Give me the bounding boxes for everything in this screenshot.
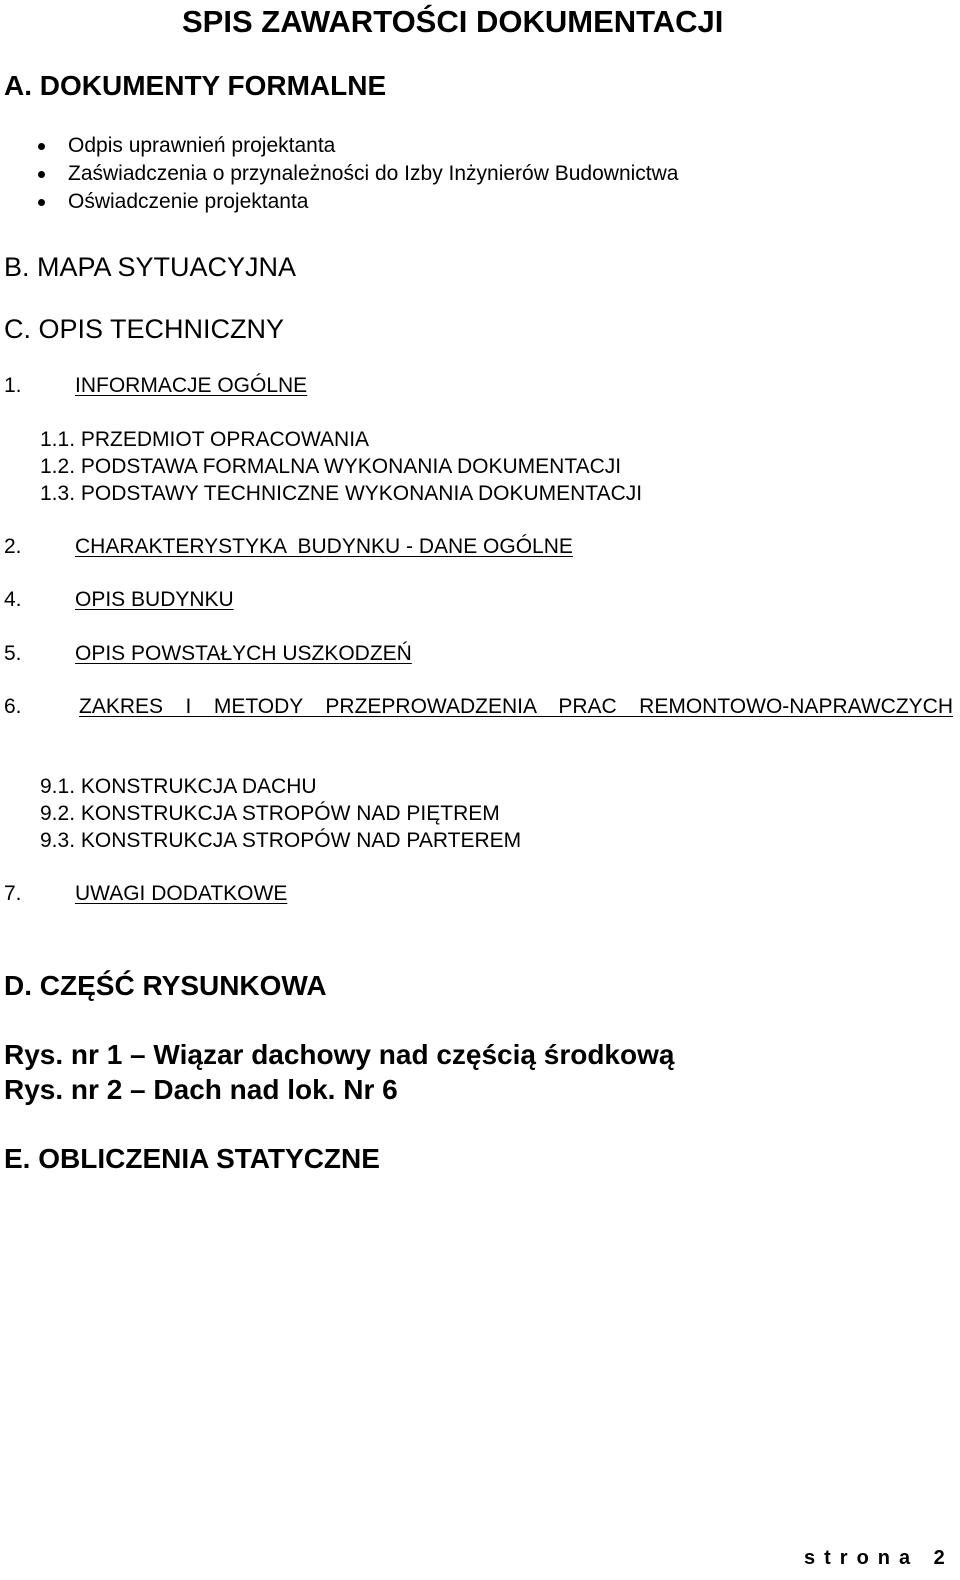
page-title: SPIS ZAWARTOŚCI DOKUMENTACJI [182, 4, 724, 39]
list-item-label: Oświadczenie projektanta [68, 190, 309, 213]
section-e-heading: E. OBLICZENIA STATYCZNE [4, 1143, 380, 1174]
toc-item-4 [4, 587, 944, 613]
bullet-icon [38, 171, 45, 178]
toc-subitem-1-2: 1.2. PODSTAWA FORMALNA WYKONANIA DOKUMENTACJI [40, 455, 622, 478]
toc-item-number: 2. [4, 535, 22, 558]
bullet-icon [38, 199, 45, 206]
drawing-item-1: Rys. nr 1 – Wiązar dachowy nad częścią środkową [4, 1039, 675, 1070]
list-item-label: Odpis uprawnień projektanta [68, 134, 336, 157]
toc-item-number: 1. [4, 374, 22, 397]
section-a-heading: A. DOKUMENTY FORMALNE [4, 70, 387, 101]
toc-item-number: 7. [4, 882, 22, 905]
toc-subitem-9-1: 9.1. KONSTRUKCJA DACHU [40, 775, 317, 798]
section-d-heading: D. CZĘŚĆ RYSUNKOWA [4, 970, 327, 1001]
section-b-heading: B. MAPA SYTUACYJNA [4, 252, 297, 282]
toc-item-number: 4. [4, 588, 22, 611]
toc-item-label: UWAGI DODATKOWE [75, 882, 288, 905]
page-number: strona 2 [804, 1547, 954, 1569]
toc-item-6 [4, 694, 954, 748]
bullet-icon [38, 143, 45, 150]
list-item-label: Zaświadczenia o przynależności do Izby Inżynierów Budownictwa [68, 162, 679, 185]
toc-subitem-1-3: 1.3. PODSTAWY TECHNICZNE WYKONANIA DOKUMENTACJI [40, 482, 643, 505]
toc-item-label: CHARAKTERYSTYKA BUDYNKU - DANE OGÓLNE [75, 535, 573, 558]
toc-item-label: OPIS BUDYNKU [75, 588, 234, 611]
toc-subitem-9-2: 9.2. KONSTRUKCJA STROPÓW NAD PIĘTREM [40, 802, 500, 825]
toc-item-1 [4, 373, 944, 399]
toc-item-number: 6. [4, 695, 22, 718]
toc-item-7 [4, 881, 944, 907]
toc-item-label: OPIS POWSTAŁYCH USZKODZEŃ [75, 642, 412, 665]
toc-subitem-9-3: 9.3. KONSTRUKCJA STROPÓW NAD PARTEREM [40, 829, 522, 852]
drawing-item-2: Rys. nr 2 – Dach nad lok. Nr 6 [4, 1074, 398, 1105]
toc-item-5 [4, 641, 944, 667]
toc-subitem-1-1: 1.1. PRZEDMIOT OPRACOWANIA [40, 428, 370, 451]
toc-item-number: 5. [4, 642, 22, 665]
section-c-heading: C. OPIS TECHNICZNY [4, 314, 285, 344]
toc-item-label: INFORMACJE OGÓLNE [75, 374, 308, 397]
toc-item-2 [4, 534, 944, 560]
toc-item-label: ZAKRES I METODY PRZEPROWADZENIA PRAC REMONTOWO-NAPRAWCZYCH [79, 695, 953, 718]
